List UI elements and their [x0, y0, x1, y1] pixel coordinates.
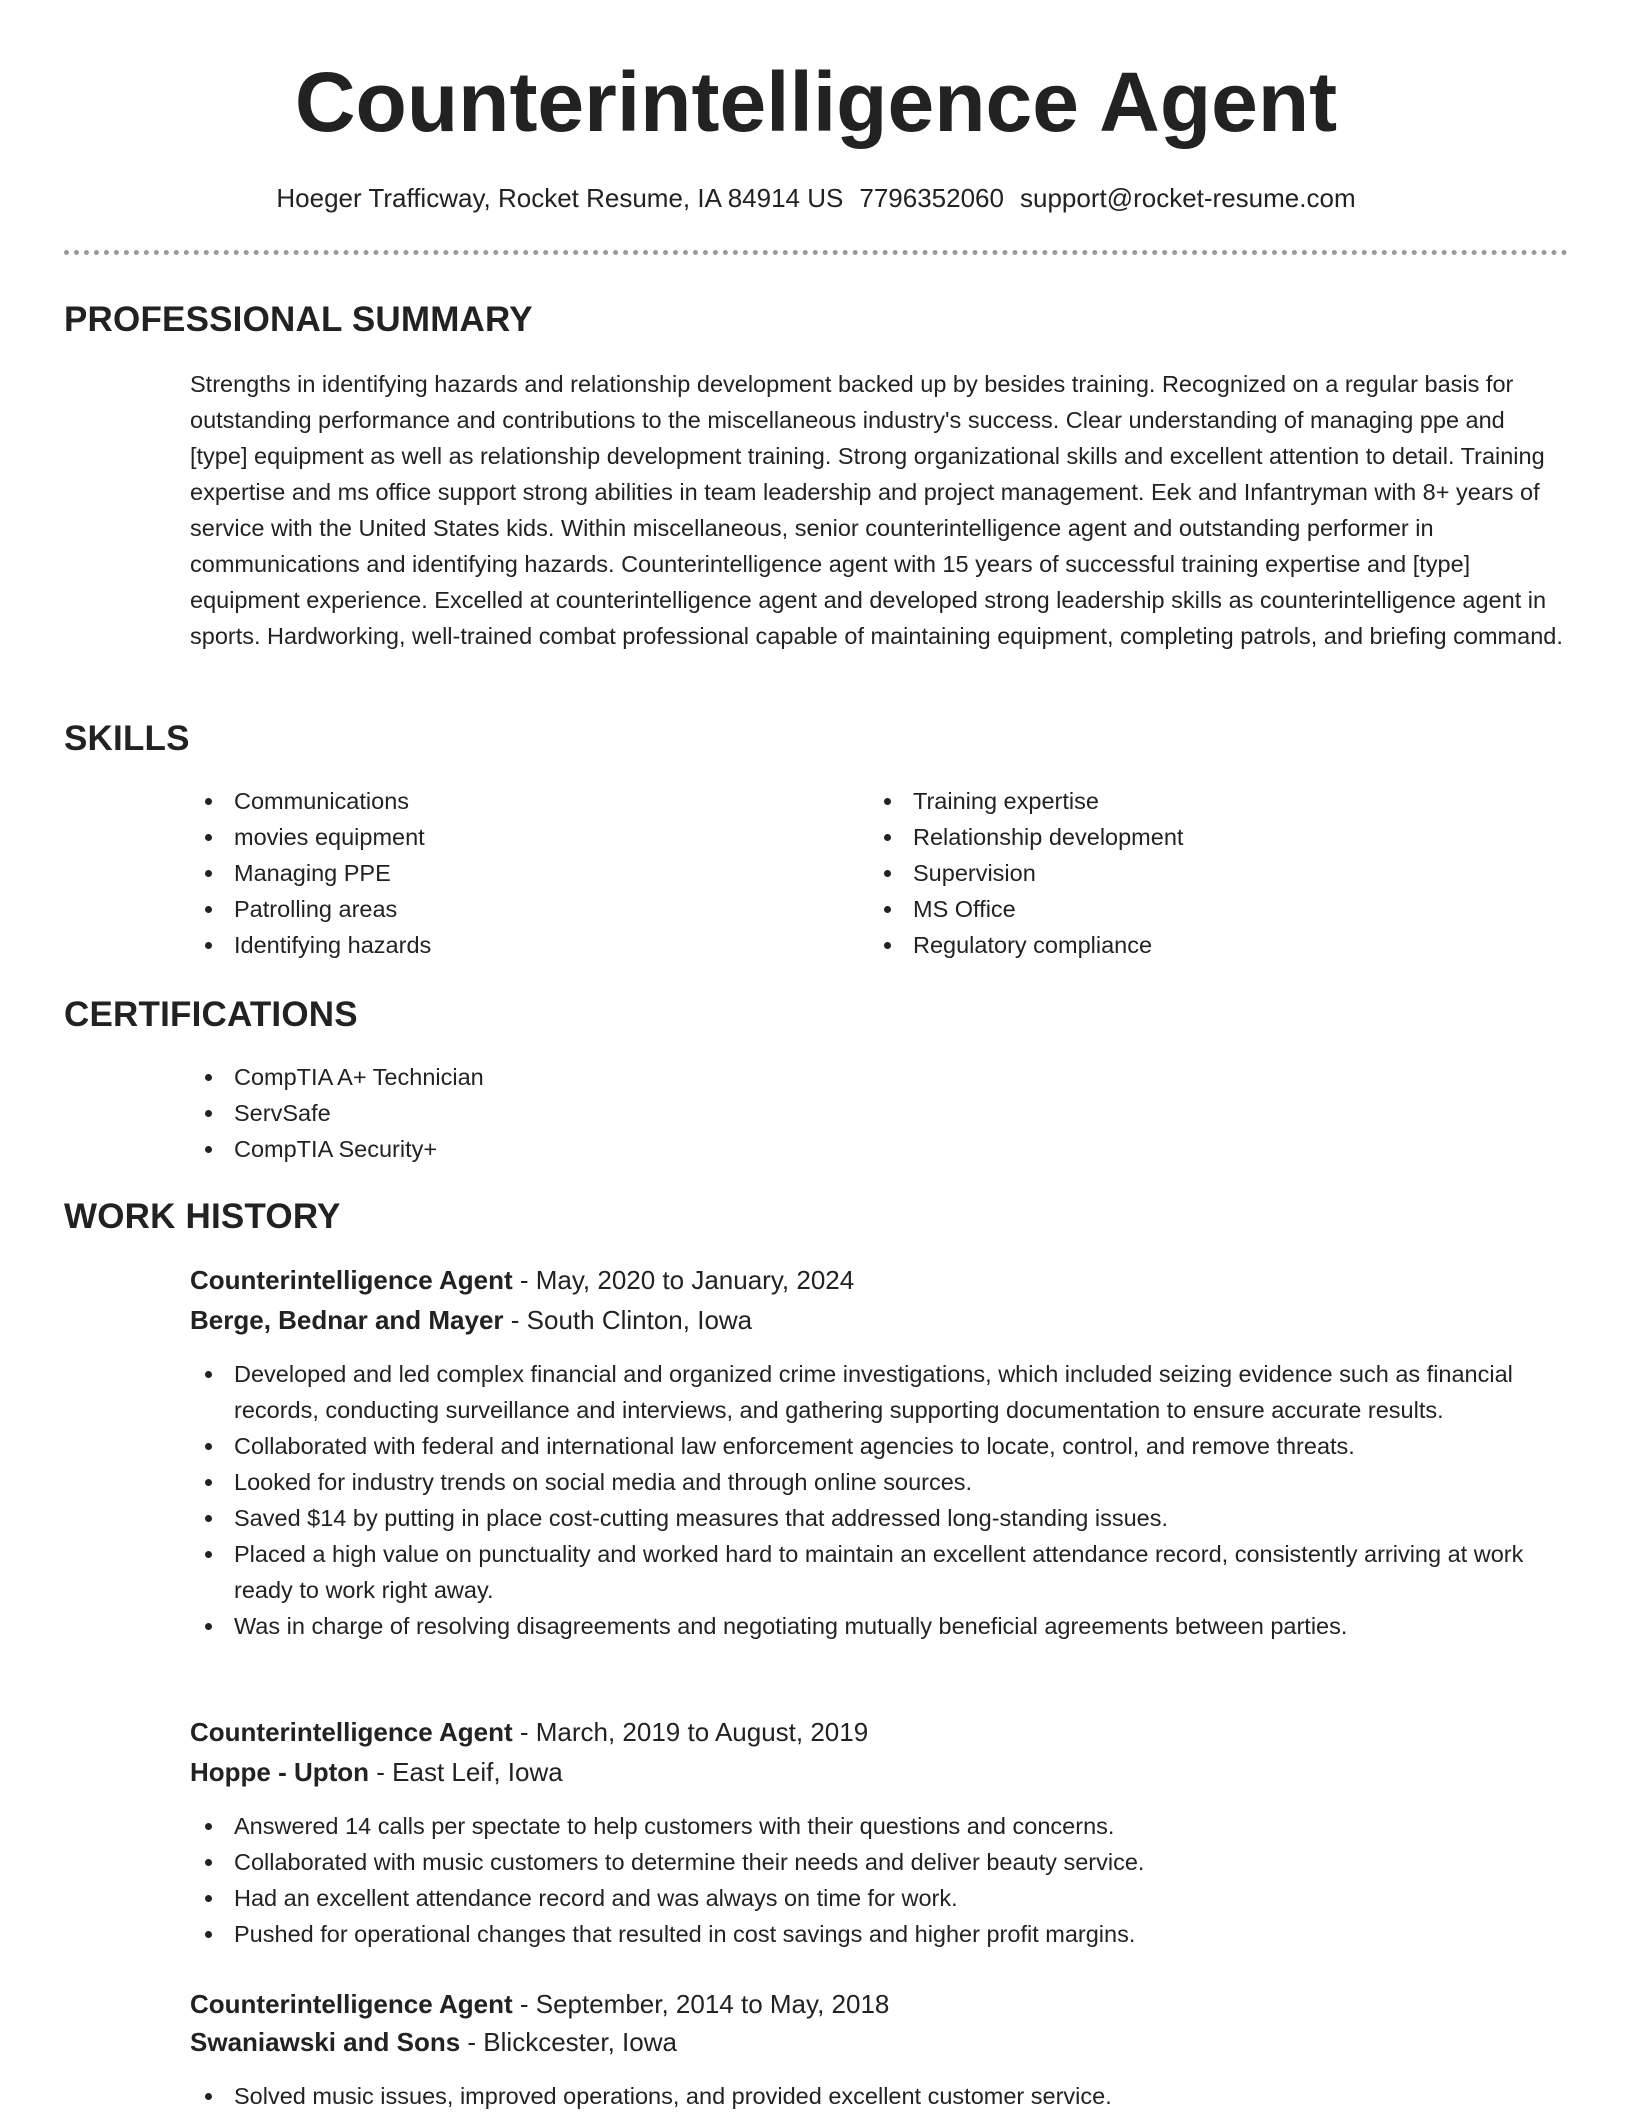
contact-line	[0, 180, 1632, 216]
skill-item: Training expertise	[869, 783, 1529, 819]
job-company: Hoppe - Upton	[190, 1757, 370, 1787]
job-dates: - March, 2019 to August, 2019	[512, 1717, 869, 1747]
job-company-line	[190, 1302, 752, 1338]
summary-heading: PROFESSIONAL SUMMARY	[64, 300, 533, 339]
job-bullets	[190, 1808, 1568, 1952]
job-bullet: Saved $14 by putting in place cost-cutting measures that addressed long-standing issues.	[190, 1500, 1568, 1536]
job-company: Swaniawski and Sons	[190, 2027, 461, 2057]
skill-item: MS Office	[869, 891, 1529, 927]
job-bullet: Placed a high value on punctuality and worked hard to maintain an excellent attendance record, consistently arriving at work ready to work right away.	[190, 1536, 1568, 1608]
job-location: - Blickcester, Iowa	[460, 2027, 677, 2057]
job-bullet: Pushed for operational changes that resulted in cost savings and higher profit margins.	[190, 1916, 1568, 1952]
contact-address: Hoeger Trafficway, Rocket Resume, IA 84914 US	[276, 183, 844, 213]
skill-item: Managing PPE	[190, 855, 850, 891]
skills-column-right	[869, 783, 1529, 963]
skill-item: Supervision	[869, 855, 1529, 891]
skill-item: Patrolling areas	[190, 891, 850, 927]
certification-item: CompTIA Security+	[190, 1131, 1568, 1167]
job-bullet: Was in charge of resolving disagreements and negotiating mutually beneficial agreements between parties.	[190, 1608, 1568, 1644]
skills-heading: SKILLS	[64, 719, 190, 758]
job-bullet: Had an excellent attendance record and was always on time for work.	[190, 1880, 1568, 1916]
job-title-line	[190, 1714, 868, 1750]
job-bullet: Looked for industry trends on social media and through online sources.	[190, 1464, 1568, 1500]
summary-text: Strengths in identifying hazards and relationship development backed up by besides training. Recognized on a regular basis for outstanding performance and contributions to the miscellaneous industry's success. Clear understanding of managing ppe and [type] equipment as well as relationship development training. Strong organizational skills and excellent attention to detail. Training expertise and ms office support strong abilities in team leadership and project management. Eek and Infantryman with 8+ years of service with the United States kids. Within miscellaneous, senior counterintelligence agent and outstanding performer in communications and identifying hazards. Counterintelligence agent with 15 years of successful training expertise and [type] equipment experience. Excelled at counterintelligence agent and developed strong leadership skills as counterintelligence agent in sports. Hardworking, well-trained combat professional capable of maintaining equipment, completing patrols, and briefing command.	[190, 371, 1563, 649]
job-role: Counterintelligence Agent	[190, 1989, 513, 2019]
job-role: Counterintelligence Agent	[190, 1717, 513, 1747]
skill-item: Relationship development	[869, 819, 1529, 855]
job-bullets	[190, 1356, 1568, 1644]
certification-item: CompTIA A+ Technician	[190, 1059, 1568, 1095]
contact-phone: 7796352060	[859, 183, 1004, 213]
contact-email[interactable]: support@rocket-resume.com	[1019, 183, 1356, 213]
job-company: Berge, Bednar and Mayer	[190, 1305, 504, 1335]
job-company-line	[190, 1754, 563, 1790]
job-bullet: Answered 14 calls per spectate to help customers with their questions and concerns.	[190, 1808, 1568, 1844]
skill-item: Regulatory compliance	[869, 927, 1529, 963]
skill-item: Identifying hazards	[190, 927, 850, 963]
job-title-line	[190, 1986, 889, 2022]
header-divider	[64, 250, 1568, 255]
skill-item: movies equipment	[190, 819, 850, 855]
job-dates: - May, 2020 to January, 2024	[512, 1265, 855, 1295]
job-bullet: Solved music issues, improved operations, and provided excellent customer service.	[190, 2078, 1568, 2114]
skill-item: Communications	[190, 783, 850, 819]
certifications-list	[190, 1059, 1568, 1167]
job-dates: - September, 2014 to May, 2018	[512, 1989, 890, 2019]
job-company-line	[190, 2024, 677, 2060]
job-title-line	[190, 1262, 854, 1298]
job-bullet: Collaborated with federal and international law enforcement agencies to locate, control, and remove threats.	[190, 1428, 1568, 1464]
skills-column-left	[190, 783, 850, 963]
job-bullets	[190, 2078, 1568, 2114]
certification-item: ServSafe	[190, 1095, 1568, 1131]
job-bullet: Collaborated with music customers to determine their needs and deliver beauty service.	[190, 1844, 1568, 1880]
work-history-heading: WORK HISTORY	[64, 1197, 341, 1236]
candidate-name: Counterintelligence Agent	[294, 55, 1338, 149]
job-location: - South Clinton, Iowa	[503, 1305, 753, 1335]
certifications-heading: CERTIFICATIONS	[64, 995, 358, 1034]
job-role: Counterintelligence Agent	[190, 1265, 513, 1295]
job-location: - East Leif, Iowa	[369, 1757, 563, 1787]
job-bullet: Developed and led complex financial and organized crime investigations, which included seizing evidence such as financial records, conducting surveillance and interviews, and gathering supporting documentation to ensure accurate results.	[190, 1356, 1568, 1428]
